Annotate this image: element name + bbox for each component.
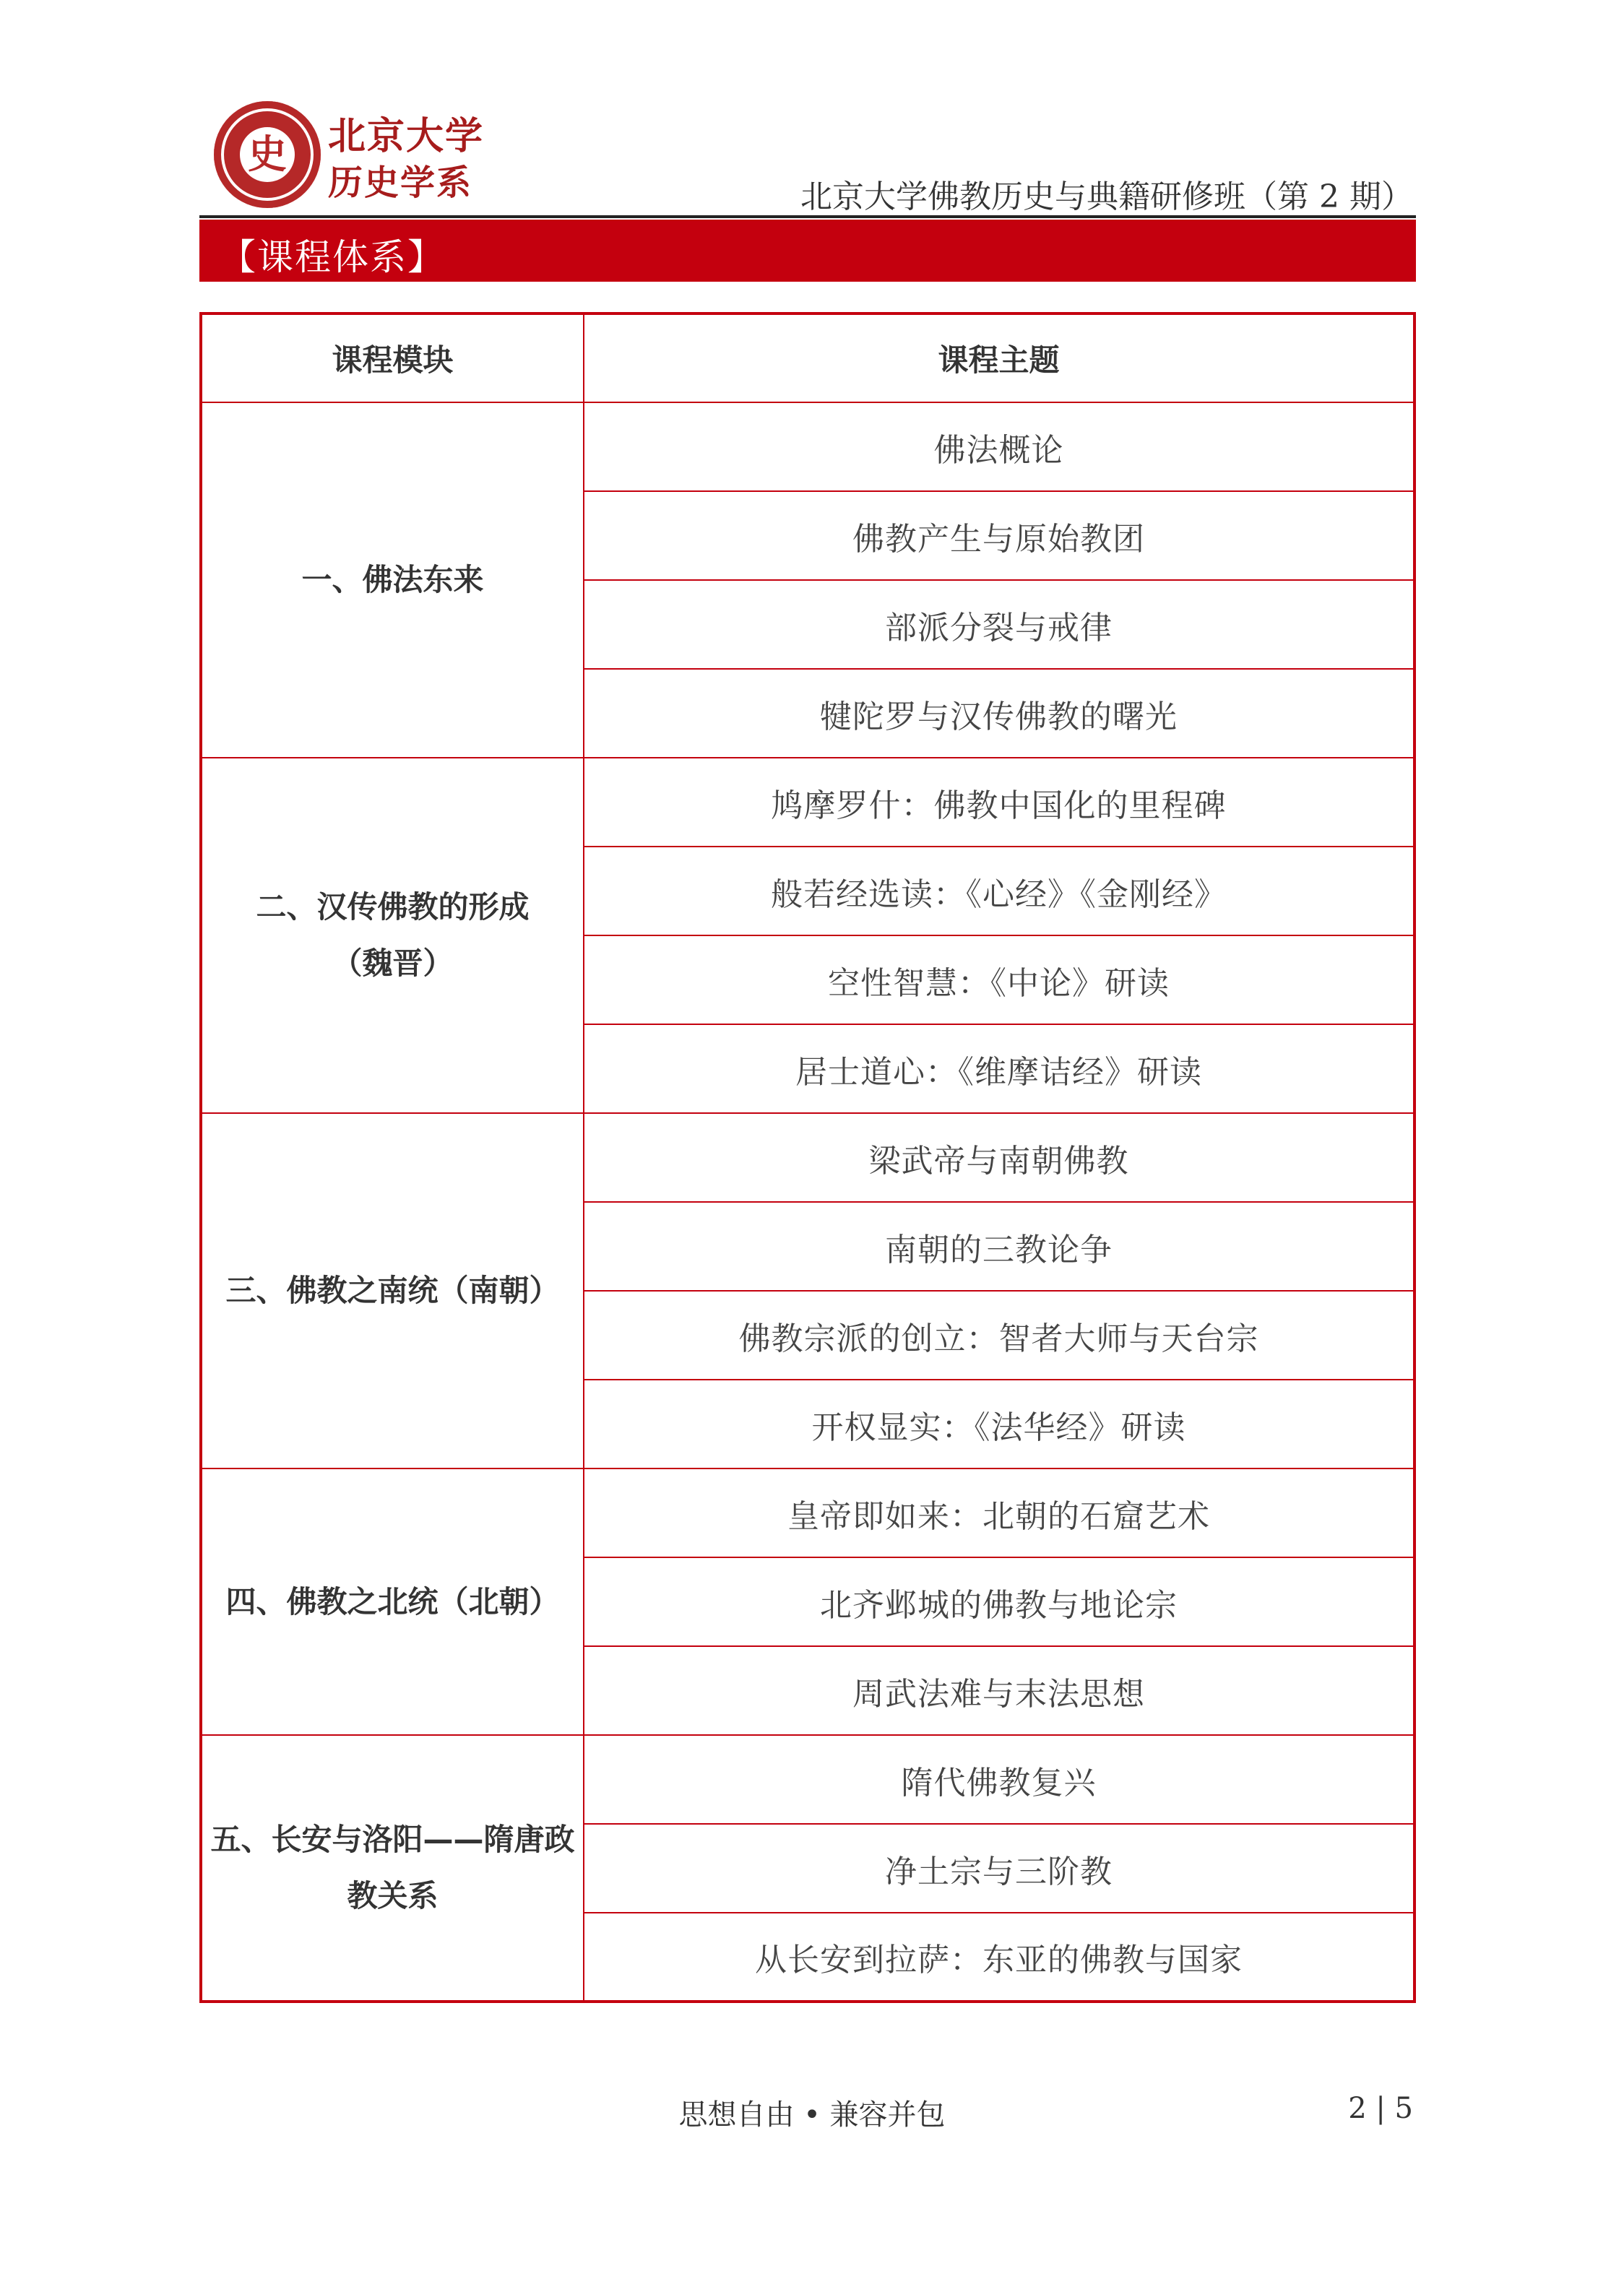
- topic-cell: 北齐邺城的佛教与地论宗: [584, 1557, 1414, 1646]
- module-name: 二、汉传佛教的形成: [256, 889, 530, 925]
- department-logo: [214, 101, 485, 209]
- module-cell: [201, 1735, 584, 2002]
- topic-cell: 隋代佛教复兴: [584, 1735, 1414, 1824]
- table-header-row: [201, 313, 1414, 402]
- module-cell: [201, 1468, 584, 1735]
- module-cell: [201, 402, 584, 758]
- topic-cell: 佛法概论: [584, 402, 1414, 491]
- seal-character: 史: [240, 127, 295, 182]
- footer-motto: 思想自由 • 兼容并包: [678, 2098, 946, 2132]
- table-row: [201, 758, 1414, 847]
- module-name: 四、佛教之北统（北朝）: [225, 1583, 560, 1619]
- topic-cell: 皇帝即如来：北朝的石窟艺术: [584, 1468, 1414, 1557]
- topic-cell: 梁武帝与南朝佛教: [584, 1113, 1414, 1202]
- logo-department-name: 历史学系: [328, 163, 473, 203]
- module-name: 三、佛教之南统（南朝）: [225, 1273, 560, 1308]
- table-row: [201, 1113, 1414, 1202]
- section-banner: [199, 220, 1416, 282]
- topic-cell: 南朝的三教论争: [584, 1202, 1414, 1291]
- topic-cell: 周武法难与末法思想: [584, 1646, 1414, 1735]
- module-cell: [201, 1113, 584, 1468]
- module-cell: [201, 758, 584, 1113]
- topic-cell: 开权显实：《法华经》研读: [584, 1380, 1414, 1468]
- table-row: [201, 402, 1414, 491]
- header-divider: [199, 215, 1416, 218]
- header-module: 课程模块: [201, 313, 584, 402]
- topic-cell: 犍陀罗与汉传佛教的曙光: [584, 669, 1414, 758]
- header-topic: 课程主题: [584, 313, 1414, 402]
- module-name-sub: 教关系: [347, 1878, 439, 1913]
- course-table: [199, 312, 1416, 2003]
- topic-cell: 佛教宗派的创立：智者大师与天台宗: [584, 1291, 1414, 1380]
- topic-cell: 净土宗与三阶教: [584, 1824, 1414, 1913]
- topic-cell: 般若经选读：《心经》《金刚经》: [584, 847, 1414, 935]
- topic-cell: 居士道心：《维摩诘经》研读: [584, 1024, 1414, 1113]
- topic-cell: 佛教产生与原始教团: [584, 491, 1414, 580]
- section-title: 【课程体系】: [220, 236, 445, 278]
- topic-cell: 从长安到拉萨：东亚的佛教与国家: [584, 1913, 1414, 2002]
- table-row: [201, 1735, 1414, 1824]
- document-header-title: 北京大学佛教历史与典籍研修班（第 2 期）: [800, 178, 1413, 215]
- module-name: 一、佛法东来: [301, 562, 484, 597]
- table-row: [201, 1468, 1414, 1557]
- department-seal: [214, 101, 321, 208]
- page-number: 2 | 5: [1348, 2092, 1413, 2125]
- logo-university-name: 北京大学: [328, 115, 485, 158]
- module-name-sub: （魏晋）: [332, 946, 454, 981]
- topic-cell: 鸠摩罗什：佛教中国化的里程碑: [584, 758, 1414, 847]
- topic-cell: 部派分裂与戒律: [584, 580, 1414, 669]
- module-name: 五、长安与洛阳——隋唐政: [210, 1822, 575, 1857]
- topic-cell: 空性智慧：《中论》研读: [584, 935, 1414, 1024]
